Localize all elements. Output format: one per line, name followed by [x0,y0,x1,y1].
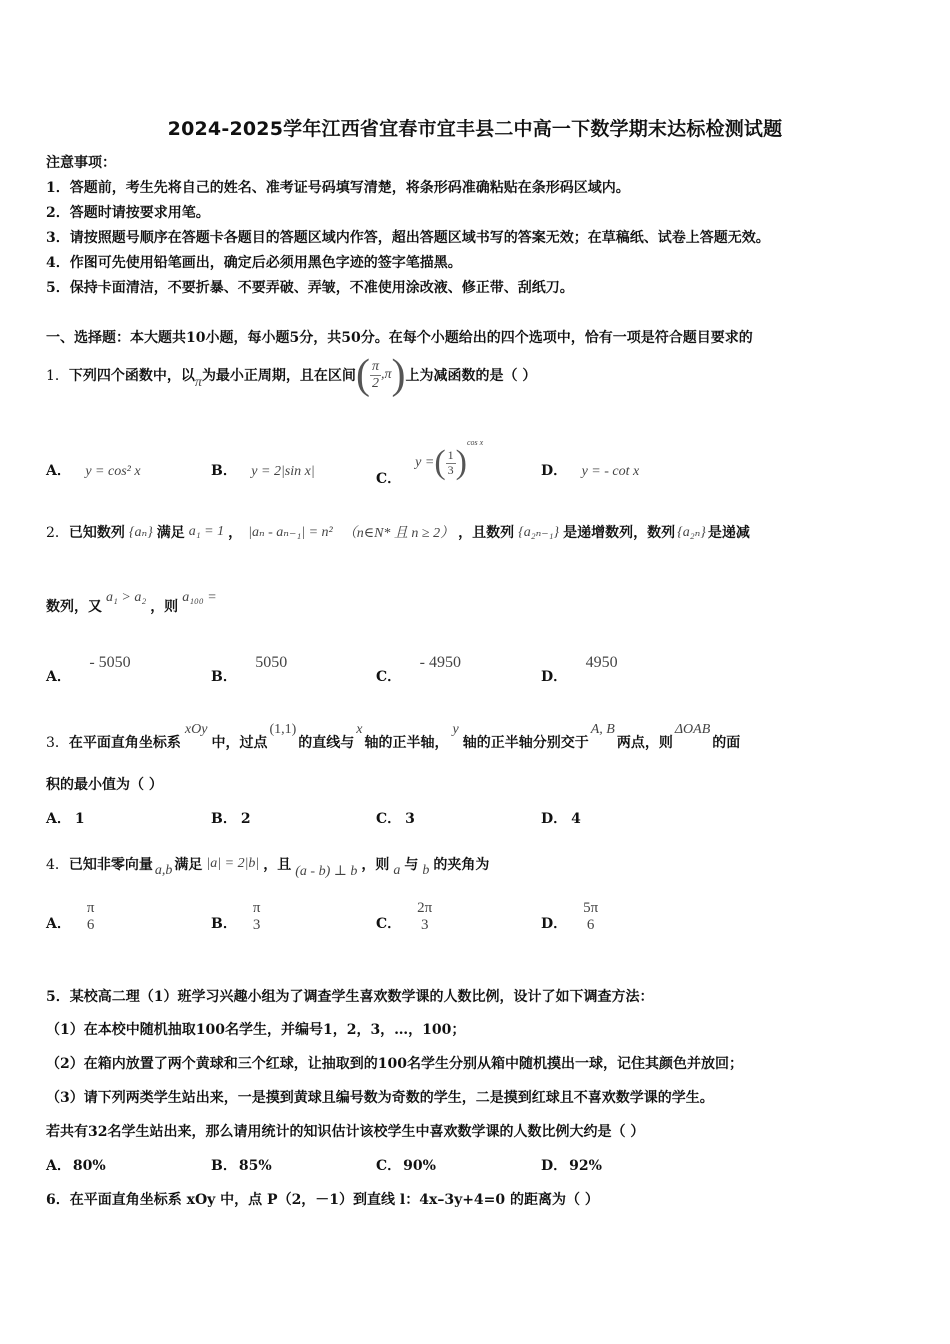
q2-option-d[interactable]: D． 4950 [541,654,618,685]
q1-interval-frac: $\frac{\pi}{2}$ [371,359,379,391]
question-2: 2． 已知数列 {aₙ} 满足 a₁ = 1 ， |aₙ - aₙ₋₁| = n² （n∈N* 且 n ≥ 2） ，且数列 {a₂ₙ₋₁} 是递增数列，数列 {a₂ₙ} 是递减 [46,524,750,541]
question-2-cont: 数列，又 a₁ > a₂ ，则 a₁₀₀ = [46,590,217,615]
q5-option-b[interactable]: B． 85% [211,1158,272,1174]
notice-item: 3．请按照题号顺序在答题卡各题目的答题区域内作答，超出答题区域书写的答案无效；在草稿纸、试卷上答题无效。 [46,230,770,246]
question-5-ask: 若共有32名学生站出来，那么请用统计的知识估计该校学生中喜欢数学课的人数比例大约是（ ） [46,1124,645,1140]
q1-pi: π [194,375,202,390]
question-5-step: （3）请下列两类学生站出来，一是摸到黄球且编号数为奇数的学生，二是摸到红球且不喜欢数学课的学生。 [46,1090,714,1106]
notice-item: 5．保持卡面清洁，不要折暴、不要弄破、弄皱，不准使用涂改液、修正带、刮纸刀。 [46,280,574,296]
q4-option-d[interactable]: D． 5π 6 [541,900,599,933]
q1-number: 1． [46,368,69,384]
notice-item: 2．答题时请按要求用笔。 [46,205,210,221]
q1-text-2: 为最小正周期，且在区间 [201,368,356,384]
q5-option-c[interactable]: C． 90% [376,1158,436,1174]
q1-interval-tail: ,π [380,367,392,382]
q5-option-a[interactable]: A． 80% [46,1158,106,1174]
question-3: 3． 在平面直角坐标系 xOy 中，过点 (1,1) 的直线与 x 轴的正半轴， y 轴的正半轴分别交于 A, B 两点，则 ΔOAB 的面 [46,722,741,751]
q3-option-d[interactable]: D． 4 [541,811,581,827]
q1-interval-close: ) [391,352,406,398]
q4-option-a[interactable]: A． π 6 [46,900,95,933]
q2-option-b[interactable]: B． 5050 [211,654,288,685]
notice-heading: 注意事项： [46,155,116,171]
q1-option-a[interactable]: A． y = cos² x [46,463,141,479]
q3-option-b[interactable]: B． 2 [211,811,251,827]
q4-option-b[interactable]: B． π 3 [211,900,261,933]
q1-text-3: 上为减函数的是（ ） [405,368,537,384]
question-6: 6．在平面直角坐标系 xOy 中，点 P（2，－1）到直线 l：4x–3y+4=0 的距离为（ ） [46,1192,599,1208]
question-5: 5．某校高二理（1）班学习兴趣小组为了调查学生喜欢数学课的人数比例，设计了如下调查方法： [46,989,654,1005]
q2-option-a[interactable]: A． - 5050 [46,654,131,685]
notice-item: 1．答题前，考生先将自己的姓名、准考证号码填写清楚，将条形码准确粘贴在条形码区域内。 [46,180,630,196]
q1-option-c[interactable]: C． y = ( $\frac{1}{3}$ ) cos x [376,438,484,487]
section-heading: 一、选择题：本大题共10小题，每小题5分，共50分。在每个小题给出的四个选项中，恰有一项是符合题目要求的 [46,330,753,346]
q4-option-c[interactable]: C． 2π 3 [376,900,433,933]
q2-option-c[interactable]: C． - 4950 [376,654,461,685]
notice-item: 4．作图可先使用铅笔画出，确定后必须用黑色字迹的签字笔描黑。 [46,255,462,271]
q1-text-1: 下列四个函数中，以 [68,368,195,384]
page-title: 2024-2025学年江西省宜春市宜丰县二中高一下数学期末达标检测试题 [167,118,783,140]
question-5-step: （2）在箱内放置了两个黄球和三个红球，让抽取到的100名学生分别从箱中随机摸出一球，记住其颜色并放回； [46,1056,743,1072]
question-5-step: （1）在本校中随机抽取100名学生，并编号1，2，3，…，100； [46,1022,466,1038]
question-4: 4． 已知非零向量 a,b 满足 |a| = 2|b| ，且 (a - b) ⊥ b ，则 a 与 b 的夹角为 [46,856,490,879]
q5-option-d[interactable]: D． 92% [541,1158,602,1174]
q3-option-c[interactable]: C． 3 [376,811,415,827]
q3-option-a[interactable]: A． 1 [46,811,85,827]
q1-interval-open: ( [355,352,370,398]
q1-option-d[interactable]: D． y = - cot x [541,463,640,479]
question-3-cont: 积的最小值为（ ） [46,777,163,793]
q1-option-b[interactable]: B． y = 2|sin x| [211,463,315,479]
question-1 [46,352,536,398]
